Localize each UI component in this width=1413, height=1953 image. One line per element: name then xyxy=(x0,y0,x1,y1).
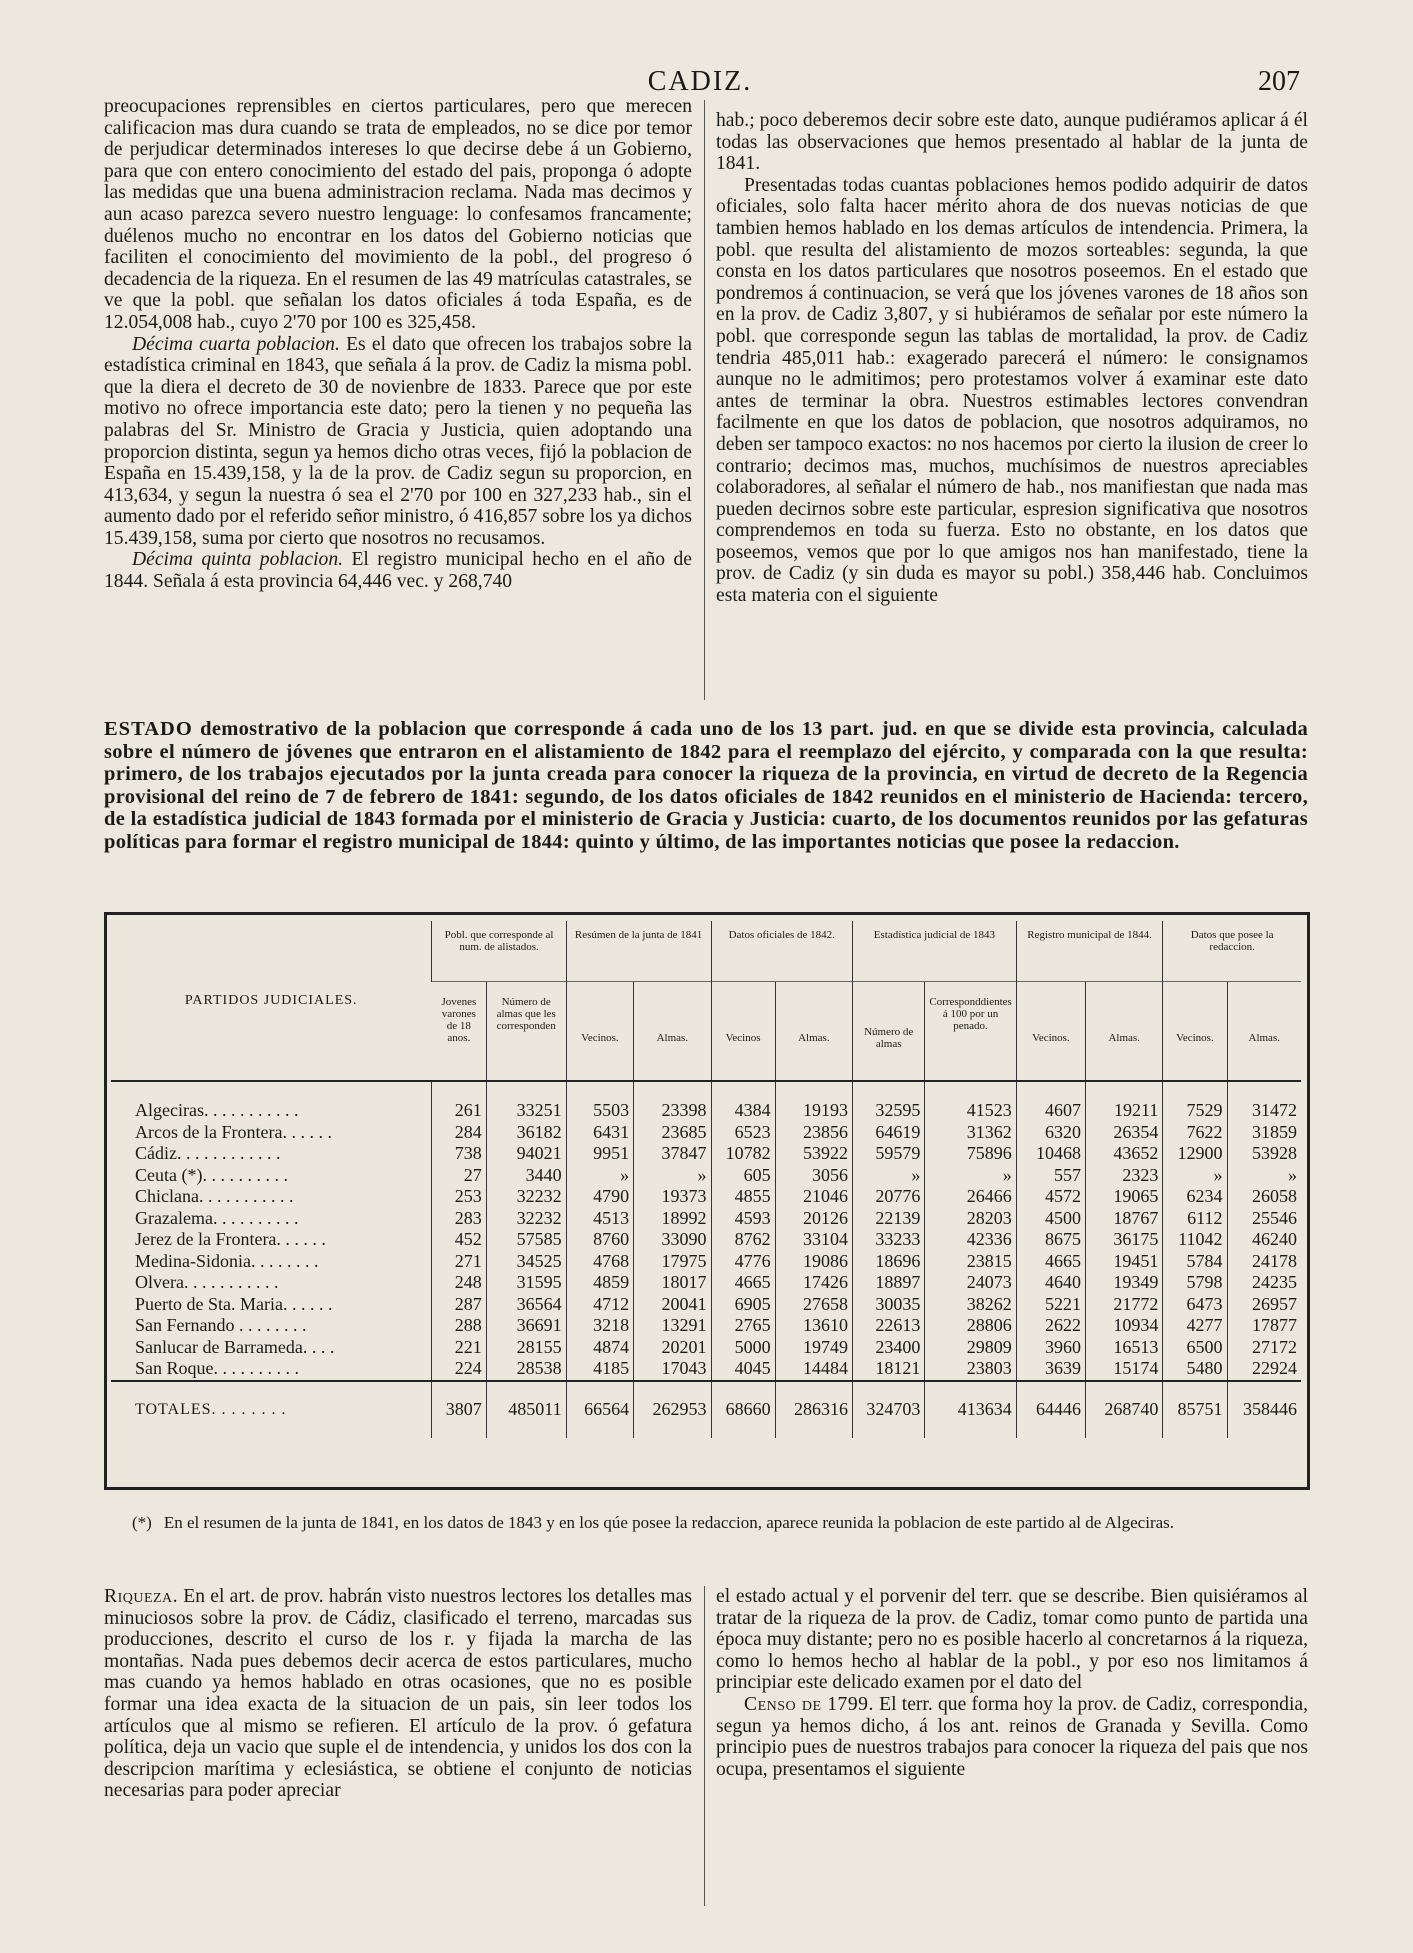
table-cell: 3440 xyxy=(486,1165,566,1187)
table-row xyxy=(111,1186,1301,1208)
table-row xyxy=(111,1294,1301,1316)
table-cell: 21046 xyxy=(775,1186,852,1208)
left-column-bottom xyxy=(104,1586,692,1906)
table-cell: 31472 xyxy=(1227,1081,1301,1122)
table-cell: 4640 xyxy=(1016,1272,1085,1294)
table-cell: 18767 xyxy=(1086,1208,1163,1230)
table-cell: 30035 xyxy=(853,1294,925,1316)
table-cell: 253 xyxy=(432,1186,486,1208)
table-cell: 605 xyxy=(711,1165,775,1187)
table-cell: 27658 xyxy=(775,1294,852,1316)
partido-name: Algeciras. . . . . . . . . . . xyxy=(135,1100,299,1120)
table-cell: 64619 xyxy=(853,1122,925,1144)
table-cell: 31859 xyxy=(1227,1122,1301,1144)
caption-text: demostrativo de la poblacion que corresponde á cada uno de los 13 part. jud. en que se divide esta provincia, calculada sobre el número de jóvenes que entraron en el alistamiento de 1842 para el reemplazo del ejército, y comparada con la que resulta: primero, de los trabajos ejecutados por la junta creada para conocer la riqueza de la provincia, en virtud de decreto de la Regencia provisional del reino de 7 de febrero de 1841: segundo, de los datos oficiales de 1842 reunidos en el ministerio de Hacienda: tercero, de la estadística judicial de 1843 formada por el ministerio de Gracia y Justicia: cuarto, de los documentos reunidos por las gefaturas políticas para formar el registro municipal de 1844: quinto y último, de las importantes noticias que posee la redaccion. xyxy=(104,718,1308,853)
table-cell: 53922 xyxy=(775,1143,852,1165)
table-cell: 557 xyxy=(1016,1165,1085,1187)
partido-name: Ceuta (*). . . . . . . . . . xyxy=(135,1164,288,1185)
sub-header: Almas. xyxy=(634,982,711,1082)
paragraph: el estado actual y el porvenir del terr. que se describe. Bien quisiéramos al tratar de la riqueza de la prov. de Cadiz, tomar como punto de partida una época muy distante; pero no es posible hacerlo al concretarnos á la riqueza, como lo hemos hecho al hablar de la pobl., y por eso nos limitamos á principiar este delicado examen por el dato del xyxy=(716,1586,1308,1694)
table-cell: 59579 xyxy=(853,1143,925,1165)
partido-name: Puerto de Sta. Maria. . . . . . xyxy=(135,1293,333,1314)
paragraph xyxy=(104,1586,692,1802)
table-cell: 287 xyxy=(432,1294,486,1316)
table-cell: 738 xyxy=(432,1143,486,1165)
partido-name: Arcos de la Frontera. . . . . . xyxy=(135,1121,332,1142)
table-cell: 20201 xyxy=(634,1337,711,1359)
table-cell: 8762 xyxy=(711,1229,775,1251)
table-cell: 4665 xyxy=(1016,1251,1085,1273)
table-cell: 23398 xyxy=(634,1081,711,1122)
table-cell: 26058 xyxy=(1227,1186,1301,1208)
table-row xyxy=(111,1337,1301,1359)
table-cell: 36564 xyxy=(486,1294,566,1316)
table-cell: 10468 xyxy=(1016,1143,1085,1165)
table-row xyxy=(111,1229,1301,1251)
partido-name: Grazalema. . . . . . . . . . xyxy=(135,1207,299,1228)
section-heading: Censo de 1799. xyxy=(744,1693,874,1715)
table-row xyxy=(111,1272,1301,1294)
table-cell: 27172 xyxy=(1227,1337,1301,1359)
partido-name: TOTALES. . . . . . . . xyxy=(111,1381,432,1438)
partido-name: San Fernando . . . . . . . . xyxy=(135,1315,307,1335)
table-cell: 21772 xyxy=(1086,1294,1163,1316)
group-header: Estadística judicial de 1843 xyxy=(853,921,1017,982)
table-cell: 19065 xyxy=(1086,1186,1163,1208)
table-cell: 6473 xyxy=(1163,1294,1227,1316)
table-cell: 4874 xyxy=(566,1337,634,1359)
partido-name: Cádiz. . . . . . . . . . . . xyxy=(135,1143,281,1163)
table-cell: 68660 xyxy=(711,1381,775,1438)
sub-header: Vecinos. xyxy=(566,982,634,1082)
table-row xyxy=(111,1208,1301,1230)
table-cell: 23815 xyxy=(925,1251,1016,1273)
table-body xyxy=(111,1081,1301,1438)
table-cell: » xyxy=(853,1165,925,1187)
table-cell: 28538 xyxy=(486,1358,566,1381)
table-cell: 32232 xyxy=(486,1208,566,1230)
table-cell: 57585 xyxy=(486,1229,566,1251)
table-cell: 8675 xyxy=(1016,1229,1085,1251)
table-cell: 22924 xyxy=(1227,1358,1301,1381)
table-cell: 31595 xyxy=(486,1272,566,1294)
table-cell: 4712 xyxy=(566,1294,634,1316)
table-cell: 19211 xyxy=(1086,1081,1163,1122)
column-divider xyxy=(704,1586,705,1906)
table-cell: 25546 xyxy=(1227,1208,1301,1230)
table-cell: 36182 xyxy=(486,1122,566,1144)
column-divider xyxy=(704,100,705,700)
table-row xyxy=(111,1165,1301,1187)
group-header: Datos que posee la redaccion. xyxy=(1163,921,1301,982)
table-cell: 7622 xyxy=(1163,1122,1227,1144)
table-cell: 28806 xyxy=(925,1315,1016,1337)
table-cell: » xyxy=(925,1165,1016,1187)
table-cell: 3056 xyxy=(775,1165,852,1187)
table-cell: 34525 xyxy=(486,1251,566,1273)
table-row xyxy=(111,1122,1301,1144)
table-cell: 7529 xyxy=(1163,1081,1227,1122)
table-cell: 16513 xyxy=(1086,1337,1163,1359)
paragraph: preocupaciones reprensibles en ciertos particulares, pero que merecen calificacion mas dura cuando se trata de empleados, no se dice por temor de perjudicar determinados intereses lo que decirse debe á un Gobierno, para que con entero conocimiento del estado del pais, proponga ó adopte las medidas que una buena administracion reclama. Nada mas decimos y aun acaso parezca severo nuestro lenguage: lo confesamos francamente; duélenos mucho no encontrar en los datos del Gobierno noticias que faciliten el conocimiento del movimiento de la pobl., del progreso ó decadencia de la riqueza. En el resumen de las 49 matrículas catastrales, se ve que la pobl. que señalan los datos oficiales á toda España, es de 12.054,008 hab., cuyo 2'70 por 100 es 325,458. xyxy=(104,96,692,333)
table-cell: 28203 xyxy=(925,1208,1016,1230)
sub-header: Número de almas que les corresponden xyxy=(486,982,566,1082)
table-cell: 4665 xyxy=(711,1272,775,1294)
table-cell: 11042 xyxy=(1163,1229,1227,1251)
table-cell: 15174 xyxy=(1086,1358,1163,1381)
table-cell: 248 xyxy=(432,1272,486,1294)
table-cell: 32595 xyxy=(853,1081,925,1122)
table-cell: 27 xyxy=(432,1165,486,1187)
table-cell: 20041 xyxy=(634,1294,711,1316)
table-cell: 17975 xyxy=(634,1251,711,1273)
caption-lead: ESTADO xyxy=(104,718,193,740)
table-row xyxy=(111,1358,1301,1381)
right-column-top xyxy=(716,110,1308,700)
table-cell: 5784 xyxy=(1163,1251,1227,1273)
table-cell: 4768 xyxy=(566,1251,634,1273)
table-cell: 18017 xyxy=(634,1272,711,1294)
paragraph: hab.; poco deberemos decir sobre este dato, aunque pudiéramos aplicar á él todas las observaciones que hemos presentado al hablar de la junta de 1841. xyxy=(716,110,1308,175)
table-cell: 5503 xyxy=(566,1081,634,1122)
table-cell: » xyxy=(634,1165,711,1187)
table-cell: 6500 xyxy=(1163,1337,1227,1359)
partido-name: Jerez de la Frontera. . . . . . xyxy=(135,1229,326,1249)
table-cell: 4593 xyxy=(711,1208,775,1230)
footnote-mark: (*) xyxy=(132,1513,152,1532)
table-cell: » xyxy=(1163,1165,1227,1187)
table-cell: » xyxy=(566,1165,634,1187)
table-cell: 94021 xyxy=(486,1143,566,1165)
table-cell: 6431 xyxy=(566,1122,634,1144)
table-cell: 4185 xyxy=(566,1358,634,1381)
table-cell: 18121 xyxy=(853,1358,925,1381)
table-cell: 17426 xyxy=(775,1272,852,1294)
table-cell: 18992 xyxy=(634,1208,711,1230)
table-cell: 85751 xyxy=(1163,1381,1227,1438)
table-cell: 36175 xyxy=(1086,1229,1163,1251)
partido-name: Sanlucar de Barrameda. . . . xyxy=(135,1336,335,1357)
sub-header: Vecinos. xyxy=(1163,982,1227,1082)
page-number: 207 xyxy=(1258,66,1300,97)
population-table xyxy=(111,921,1301,1438)
table-cell: 29809 xyxy=(925,1337,1016,1359)
section-heading: Décima quinta poblacion. xyxy=(132,549,344,571)
table-cell: 283 xyxy=(432,1208,486,1230)
table-cell: 20776 xyxy=(853,1186,925,1208)
table-row xyxy=(111,1143,1301,1165)
table-cell: 10782 xyxy=(711,1143,775,1165)
sub-header: Corresponddientes á 100 por un penado. xyxy=(925,982,1016,1082)
table-cell: 33251 xyxy=(486,1081,566,1122)
table-cell: 33233 xyxy=(853,1229,925,1251)
table-cell: 24235 xyxy=(1227,1272,1301,1294)
section-heading: Riqueza. xyxy=(104,1586,179,1607)
table-cell: 17877 xyxy=(1227,1315,1301,1337)
table-cell: 262953 xyxy=(634,1381,711,1438)
table-cell: 4500 xyxy=(1016,1208,1085,1230)
table-cell: 18696 xyxy=(853,1251,925,1273)
table-cell: 2323 xyxy=(1086,1165,1163,1187)
table-cell: 23856 xyxy=(775,1122,852,1144)
table-cell: 37847 xyxy=(634,1143,711,1165)
table-cell: 13291 xyxy=(634,1315,711,1337)
table-cell: 14484 xyxy=(775,1358,852,1381)
table-cell: 6905 xyxy=(711,1294,775,1316)
sub-header: Vecinos xyxy=(711,982,775,1082)
table-cell: 28155 xyxy=(486,1337,566,1359)
table-cell: 38262 xyxy=(925,1294,1016,1316)
left-column-top xyxy=(104,96,692,696)
paragraph-text: El terr. que forma hoy la prov. de Cadiz, correspondia, segun ya hemos dicho, á los ant. reinos de Granada y Sevilla. Como principio pues de nuestros trabajos para conocer la riqueza del pais que nos ocupa, presentamos el siguiente xyxy=(716,1693,1308,1780)
table-cell: 32232 xyxy=(486,1186,566,1208)
table-cell: 23685 xyxy=(634,1122,711,1144)
table-cell: 53928 xyxy=(1227,1143,1301,1165)
table-cell: 324703 xyxy=(853,1381,925,1438)
partido-name: Chiclana. . . . . . . . . . . xyxy=(135,1186,294,1206)
table-cell: 6234 xyxy=(1163,1186,1227,1208)
table-cell: 268740 xyxy=(1086,1381,1163,1438)
table-cell: 41523 xyxy=(925,1081,1016,1122)
table-cell: 271 xyxy=(432,1251,486,1273)
table-cell: 10934 xyxy=(1086,1315,1163,1337)
sub-header: Almas. xyxy=(1086,982,1163,1082)
table-cell: 4855 xyxy=(711,1186,775,1208)
sub-header: Almas. xyxy=(1227,982,1301,1082)
table-cell: 9951 xyxy=(566,1143,634,1165)
table-cell: 6523 xyxy=(711,1122,775,1144)
table-cell: 26466 xyxy=(925,1186,1016,1208)
table-cell: 413634 xyxy=(925,1381,1016,1438)
paragraph-text: En el art. de prov. habrán visto nuestros lectores los detalles mas minuciosos sobre la prov. de Cádiz, clasificado el terreno, marcadas sus producciones, descrito el curso de los r. y fijada la marcha de las montañas. Nada pues debemos decir acerca de estos particulares, mucho mas cuando ya hemos hablado en otras ocasiones, que no es posible formar una idea exacta de la situacion de un pais, sin leer todos los artículos que al mismo se refieren. El artículo de la prov. ó gefatura política, deja un vacio que suple el de intendencia, y unidos los dos con la descripcion marítima y eclesiástica, se obtiene el conjunto de noticias necesarias para poder apreciar xyxy=(104,1586,692,1802)
table-cell: 3218 xyxy=(566,1315,634,1337)
table-cell: 224 xyxy=(432,1358,486,1381)
table-cell: 4776 xyxy=(711,1251,775,1273)
table-cell: 23803 xyxy=(925,1358,1016,1381)
table-cell: 19451 xyxy=(1086,1251,1163,1273)
group-header: Resúmen de la junta de 1841 xyxy=(566,921,711,982)
table-cell: 284 xyxy=(432,1122,486,1144)
table-cell: 31362 xyxy=(925,1122,1016,1144)
table-cell: 288 xyxy=(432,1315,486,1337)
partido-name: San Roque. . . . . . . . . . xyxy=(135,1358,299,1378)
table-cell: » xyxy=(1227,1165,1301,1187)
table-row xyxy=(111,1081,1301,1122)
paragraph xyxy=(104,334,692,550)
table-cell: 4384 xyxy=(711,1081,775,1122)
table-cell: 261 xyxy=(432,1081,486,1122)
table-cell: 19749 xyxy=(775,1337,852,1359)
table-cell: 6112 xyxy=(1163,1208,1227,1230)
table-cell: 5221 xyxy=(1016,1294,1085,1316)
table-cell: 6320 xyxy=(1016,1122,1085,1144)
table-cell: 286316 xyxy=(775,1381,852,1438)
table-cell: 36691 xyxy=(486,1315,566,1337)
group-header: Registro municipal de 1844. xyxy=(1016,921,1163,982)
statistics-table-frame xyxy=(104,912,1310,1490)
group-header: Datos oficiales de 1842. xyxy=(711,921,853,982)
table-cell: 26354 xyxy=(1086,1122,1163,1144)
table-cell: 26957 xyxy=(1227,1294,1301,1316)
table-cell: 43652 xyxy=(1086,1143,1163,1165)
partido-name: Medina-Sidonia. . . . . . . . xyxy=(135,1250,319,1271)
sub-header: Vecinos. xyxy=(1016,982,1085,1082)
paragraph: Presentadas todas cuantas poblaciones hemos podido adquirir de datos oficiales, solo falta hacer mérito ahora de dos nuevas noticias de que tambien hemos hablado en los demas artículos de intendencia. Primera, la pobl. que resulta del alistamiento de mozos sorteables: segunda, la que consta en los datos particulares que nosotros poseemos. En el estado que pondremos á continuacion, se verá que los jóvenes varones de 18 años son en la prov. de Cadiz 3,807, y si hubiéramos de señalar por este número la pobl. que corresponde segun las tablas de mortalidad, la prov. de Cadiz tendria 485,011 hab.: exagerado parecerá el número: le consignamos aunque no le admitimos; pero protestamos volver á examinar este dato antes de terminar la obra. Nuestros estimables lectores convendran facilmente en que los datos de poblacion, que nosotros adquiramos, no deben ser tampoco exactos: no nos hacemos por cierto la ilusion de creer lo contrario; decimos mas, muchos, muchísimos de nuestros apreciables colaboradores, al señalar el número de hab., nos manifiestan que nada mas pueden decirnos sobre este particular, espresion significativa que nosotros comprendemos en toda su fuerza. Esto no obstante, en los datos que poseemos, vemos que por lo que amigos nos han manifestado, tiene la prov. de Cadiz (y sin duda es mayor su pobl.) 358,446 hab. Concluimos esta materia con el siguiente xyxy=(716,174,1308,607)
table-cell: 18897 xyxy=(853,1272,925,1294)
table-cell: 24178 xyxy=(1227,1251,1301,1273)
totals-row xyxy=(111,1381,1301,1438)
footnote-text: En el resumen de la junta de 1841, en los datos de 1843 y en los qúe posee la redaccion, aparece reunida la poblacion de este partido al de Algeciras. xyxy=(163,1513,1175,1532)
table-cell: 22139 xyxy=(853,1208,925,1230)
table-cell: 17043 xyxy=(634,1358,711,1381)
table-cell: 8760 xyxy=(566,1229,634,1251)
table-cell: 221 xyxy=(432,1337,486,1359)
table-row xyxy=(111,1251,1301,1273)
table-cell: 5798 xyxy=(1163,1272,1227,1294)
header-partidos: PARTIDOS JUDICIALES. xyxy=(111,921,432,1081)
table-cell: 19349 xyxy=(1086,1272,1163,1294)
table-row xyxy=(111,1315,1301,1337)
table-cell: 13610 xyxy=(775,1315,852,1337)
table-cell: 19373 xyxy=(634,1186,711,1208)
sub-header: Almas. xyxy=(775,982,852,1082)
table-cell: 46240 xyxy=(1227,1229,1301,1251)
paragraph xyxy=(104,549,692,592)
right-column-bottom xyxy=(716,1586,1308,1906)
table-cell: 2622 xyxy=(1016,1315,1085,1337)
table-cell: 4277 xyxy=(1163,1315,1227,1337)
table-cell: 5480 xyxy=(1163,1358,1227,1381)
page-title: CADIZ. xyxy=(647,66,753,97)
partido-name: Olvera. . . . . . . . . . . xyxy=(135,1272,279,1292)
table-cell: 3807 xyxy=(432,1381,486,1438)
table-cell: 2765 xyxy=(711,1315,775,1337)
table-cell: 5000 xyxy=(711,1337,775,1359)
table-cell: 3639 xyxy=(1016,1358,1085,1381)
sub-header: Jovenes varones de 18 anos. xyxy=(432,982,486,1082)
footnote xyxy=(104,1512,1308,1534)
table-cell: 19193 xyxy=(775,1081,852,1122)
table-cell: 358446 xyxy=(1227,1381,1301,1438)
table-cell: 42336 xyxy=(925,1229,1016,1251)
table-caption xyxy=(104,718,1308,853)
table-cell: 20126 xyxy=(775,1208,852,1230)
table-cell: 66564 xyxy=(566,1381,634,1438)
table-cell: 485011 xyxy=(486,1381,566,1438)
table-cell: 12900 xyxy=(1163,1143,1227,1165)
table-cell: 4572 xyxy=(1016,1186,1085,1208)
table-cell: 4045 xyxy=(711,1358,775,1381)
table-cell: 452 xyxy=(432,1229,486,1251)
table-cell: 64446 xyxy=(1016,1381,1085,1438)
table-cell: 3960 xyxy=(1016,1337,1085,1359)
sub-header: Número de almas xyxy=(853,982,925,1082)
paragraph-text: El registro municipal hecho en el año de 1844. Señala á esta provincia 64,446 vec. y 268,740 xyxy=(104,549,692,593)
table-cell: 23400 xyxy=(853,1337,925,1359)
table-cell: 4607 xyxy=(1016,1081,1085,1122)
paragraph xyxy=(716,1694,1308,1780)
table-cell: 4513 xyxy=(566,1208,634,1230)
section-heading: Décima cuarta poblacion. xyxy=(132,333,340,355)
table-cell: 75896 xyxy=(925,1143,1016,1165)
table-cell: 24073 xyxy=(925,1272,1016,1294)
table-cell: 4859 xyxy=(566,1272,634,1294)
table-cell: 33090 xyxy=(634,1229,711,1251)
table-cell: 19086 xyxy=(775,1251,852,1273)
table-cell: 4790 xyxy=(566,1186,634,1208)
table-cell: 22613 xyxy=(853,1315,925,1337)
paragraph-text: Es el dato que ofrecen los trabajos sobre la estadística criminal en 1843, que señala á la prov. de Cadiz la misma pobl. que la diera el decreto de 30 de novienbre de 1833. Parece que por este motivo no ofrece importancia este dato; pero la tienen y no pequeña las palabras del Sr. Ministro de Gracia y Justicia, quien adoptando una proporcion distinta, segun ya hemos dicho otras veces, fijó la poblacion de España en 15.439,158, y la de la prov. de Cadiz segun su proporcion, en 413,634, y segun la nuestra ó sea el 2'70 por 100 en 327,233 hab., sin el aumento dado por el referido señor ministro, ó 416,857 sobre los ya dichos 15.439,158, suma por cierto que nosotros no recusamos. xyxy=(104,333,692,549)
table-cell: 33104 xyxy=(775,1229,852,1251)
group-header: Pobl. que corresponde al num. de alistados. xyxy=(432,921,566,982)
